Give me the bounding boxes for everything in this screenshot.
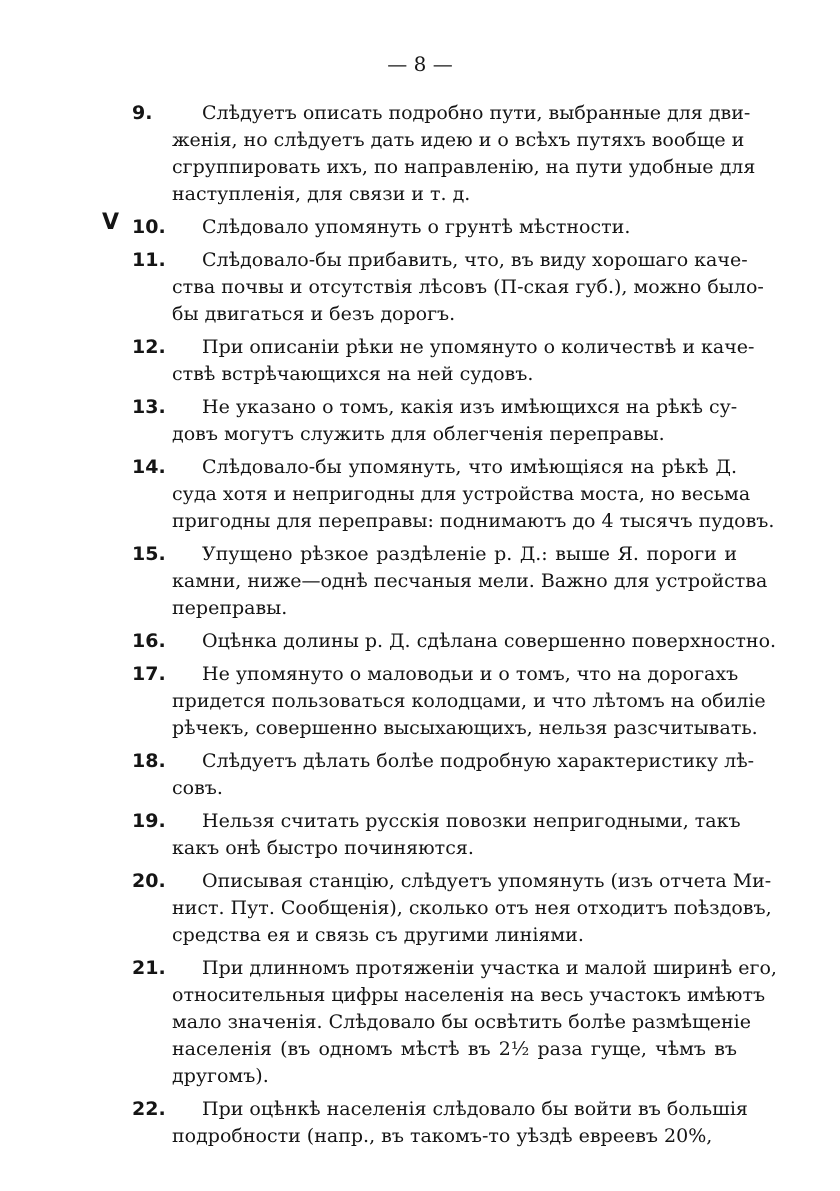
text-line: какъ онѣ быстро починяются. <box>172 837 474 859</box>
item-text <box>172 541 768 622</box>
list-item <box>0 748 840 802</box>
list-item <box>0 868 840 949</box>
text-line: Слѣдовало-бы упомянуть, что имѣющіяся на рѣкѣ Д. <box>202 456 737 478</box>
item-text <box>172 334 755 388</box>
item-number: 22. <box>132 1098 166 1120</box>
text-line: относительныя цифры населенія на весь участокъ имѣютъ <box>172 984 766 1006</box>
text-line: Оцѣнка долины р. Д. сдѣлана совершенно поверхностно. <box>202 630 777 652</box>
list-item <box>0 454 840 535</box>
text-line: Слѣдовало-бы прибавить, что, въ виду хорошаго каче- <box>202 249 748 271</box>
text-line: суда хотя и непригодны для устройства моста, но весьма <box>172 483 751 505</box>
text-line: совъ. <box>172 777 223 799</box>
text-line: женія, но слѣдуетъ дать идею и о всѣхъ путяхъ вообще и <box>172 129 745 151</box>
item-number: 10. <box>132 216 166 238</box>
text-line: населенія (въ одномъ мѣстѣ въ 2½ раза гуще, чѣмъ въ <box>172 1038 737 1060</box>
list-item <box>0 394 840 448</box>
text-line: другомъ). <box>172 1065 269 1087</box>
item-number: 12. <box>132 336 166 358</box>
text-line: ства почвы и отсутствія лѣсовъ (П-ская губ.), можно было- <box>172 276 764 298</box>
item-number: 15. <box>132 543 166 565</box>
item-text <box>172 661 766 742</box>
text-line: сгруппировать ихъ, по направленію, на пути удобные для <box>172 156 756 178</box>
text-line: переправы. <box>172 597 288 619</box>
text-line: Нельзя считать русскія повозки непригодными, такъ <box>202 810 741 832</box>
text-line: Упущено рѣзкое раздѣленіе р. Д.: выше Я. пороги и <box>202 543 737 565</box>
text-line: нист. Пут. Сообщенія), сколько отъ нея отходитъ поѣздовъ, <box>172 897 772 919</box>
list-item <box>0 100 840 208</box>
text-line: придется пользоваться колодцами, и что лѣтомъ на обиліе <box>172 690 766 712</box>
text-line: Слѣдуетъ описать подробно пути, выбранные для дви- <box>202 102 751 124</box>
text-line: пригодны для переправы: поднимаютъ до 4 тысячъ пудовъ. <box>172 510 775 532</box>
item-number: 17. <box>132 663 166 685</box>
list-item <box>0 1096 840 1150</box>
list-item <box>0 661 840 742</box>
item-text <box>172 247 764 328</box>
list-item <box>0 955 840 1090</box>
text-line: Не указано о томъ, какія изъ имѣющихся на рѣкѣ су- <box>202 396 738 418</box>
text-line: довъ могутъ служить для облегченія переправы. <box>172 423 665 445</box>
item-text <box>172 100 756 208</box>
text-line: Слѣдуетъ дѣлать болѣе подробную характеристику лѣ- <box>202 750 755 772</box>
item-number: 11. <box>132 249 166 271</box>
item-number: 16. <box>132 630 166 652</box>
margin-checkmark: V <box>102 210 120 235</box>
list-item <box>0 334 840 388</box>
text-line: камни, ниже—однѣ песчаныя мели. Важно для устройства <box>172 570 768 592</box>
text-line: При оцѣнкѣ населенія слѣдовало бы войти въ большія <box>202 1098 748 1120</box>
item-text <box>172 748 755 802</box>
text-line: рѣчекъ, совершенно высыхающихъ, нельзя разсчитывать. <box>172 717 758 739</box>
text-line: ствѣ встрѣчающихся на ней судовъ. <box>172 363 534 385</box>
item-text <box>172 868 772 949</box>
item-number: 9. <box>132 102 153 124</box>
item-text <box>172 454 775 535</box>
item-text <box>172 214 737 241</box>
text-line: При длинномъ протяженіи участка и малой ширинѣ его, <box>202 957 777 979</box>
list-item <box>0 210 840 241</box>
list-item <box>0 808 840 862</box>
text-line: Не упомянуто о маловодьи и о томъ, что на дорогахъ <box>202 663 739 685</box>
item-text <box>172 808 741 862</box>
list-item <box>0 541 840 622</box>
item-text <box>172 394 737 448</box>
item-text <box>172 628 777 655</box>
list-item <box>0 247 840 328</box>
text-line: При описаніи рѣки не упомянуто о количествѣ и каче- <box>202 336 755 358</box>
item-number: 18. <box>132 750 166 772</box>
text-line: мало значенія. Слѣдовало бы освѣтить болѣе размѣщеніе <box>172 1011 751 1033</box>
text-line: наступленія, для связи и т. д. <box>172 183 471 205</box>
item-number: 14. <box>132 456 166 478</box>
list-item <box>0 628 840 655</box>
item-number: 20. <box>132 870 166 892</box>
text-line: подробности (напр., въ такомъ-то уѣздѣ евреевъ 20%, <box>172 1125 713 1147</box>
text-line: бы двигаться и безъ дорогъ. <box>172 303 456 325</box>
text-line: Описывая станцію, слѣдуетъ упомянуть (изъ отчета Ми- <box>202 870 772 892</box>
item-text <box>172 1096 748 1150</box>
item-text <box>172 955 777 1090</box>
item-number: 13. <box>132 396 166 418</box>
text-line: Слѣдовало упомянуть о грунтѣ мѣстности. <box>202 216 631 238</box>
text-line: средства ея и связь съ другими линіями. <box>172 924 584 946</box>
item-number: 19. <box>132 810 166 832</box>
item-number: 21. <box>132 957 166 979</box>
page-number: — 8 — <box>387 52 453 76</box>
item-list <box>0 100 840 1156</box>
